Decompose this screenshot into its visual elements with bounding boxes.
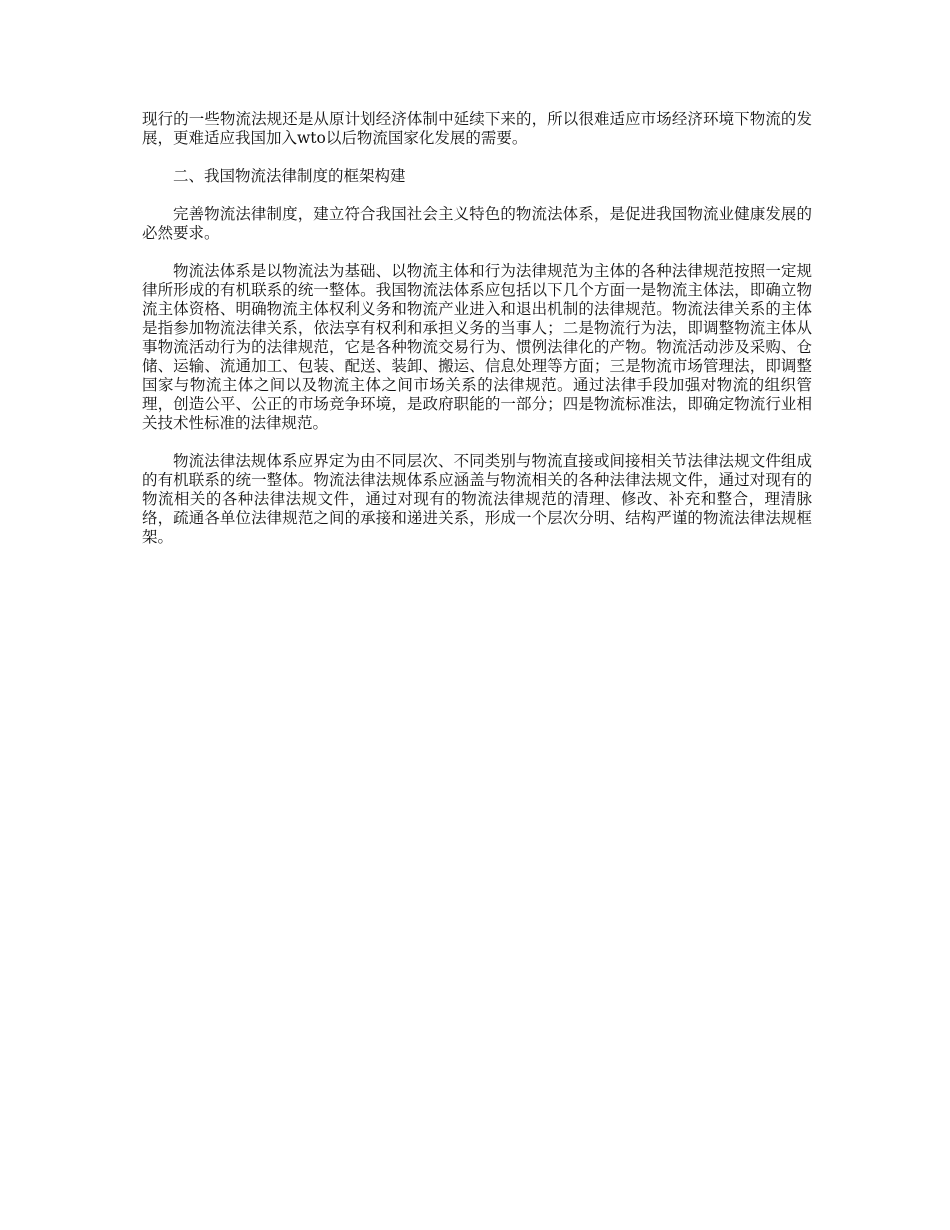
- paragraph-regulation-framework: 物流法律法规体系应界定为由不同层次、不同类别与物流直接或间接相关节法律法规文件组成的有机联系的统一整体。物流法律法规体系应涵盖与物流相关的各种法律法规文件，通过对现有的物流相关的各种法律法规文件，通过对现有的物流法律规范的清理、修改、补充和整合，理清脉络，疏通各单位法律规范之间的承接和递进关系，形成一个层次分明、结构严谨的物流法律法规框架。: [142, 452, 812, 546]
- document-page: [142, 110, 812, 566]
- paragraph-law-system: 物流法体系是以物流法为基础、以物流主体和行为法律规范为主体的各种法律规范按照一定规律所形成的有机联系的统一整体。我国物流法体系应包括以下几个方面一是物流主体法，即确立物流主体资格、明确物流主体权利义务和物流产业进入和退出机制的法律规范。物流法律关系的主体是指参加物流法律关系，依法享有权利和承担义务的当事人；二是物流行为法，即调整物流主体从事物流活动行为的法律规范，它是各种物流交易行为、惯例法律化的产物。物流活动涉及采购、仓储、运输、流通加工、包装、配送、装卸、搬运、信息处理等方面；三是物流市场管理法，即调整国家与物流主体之间以及物流主体之间市场关系的法律规范。通过法律手段加强对物流的组织管理，创造公平、公正的市场竞争环境，是政府职能的一部分；四是物流标准法，即确定物流行业相关技术性标准的法律规范。: [142, 262, 812, 432]
- paragraph-intro: 现行的一些物流法规还是从原计划经济体制中延续下来的，所以很难适应市场经济环境下物流的发展，更难适应我国加入wto以后物流国家化发展的需要。: [142, 110, 812, 147]
- paragraph-improve-system: 完善物流法律制度，建立符合我国社会主义特色的物流法体系，是促进我国物流业健康发展的必然要求。: [142, 205, 812, 242]
- section-heading: 二、我国物流法律制度的框架构建: [173, 167, 406, 185]
